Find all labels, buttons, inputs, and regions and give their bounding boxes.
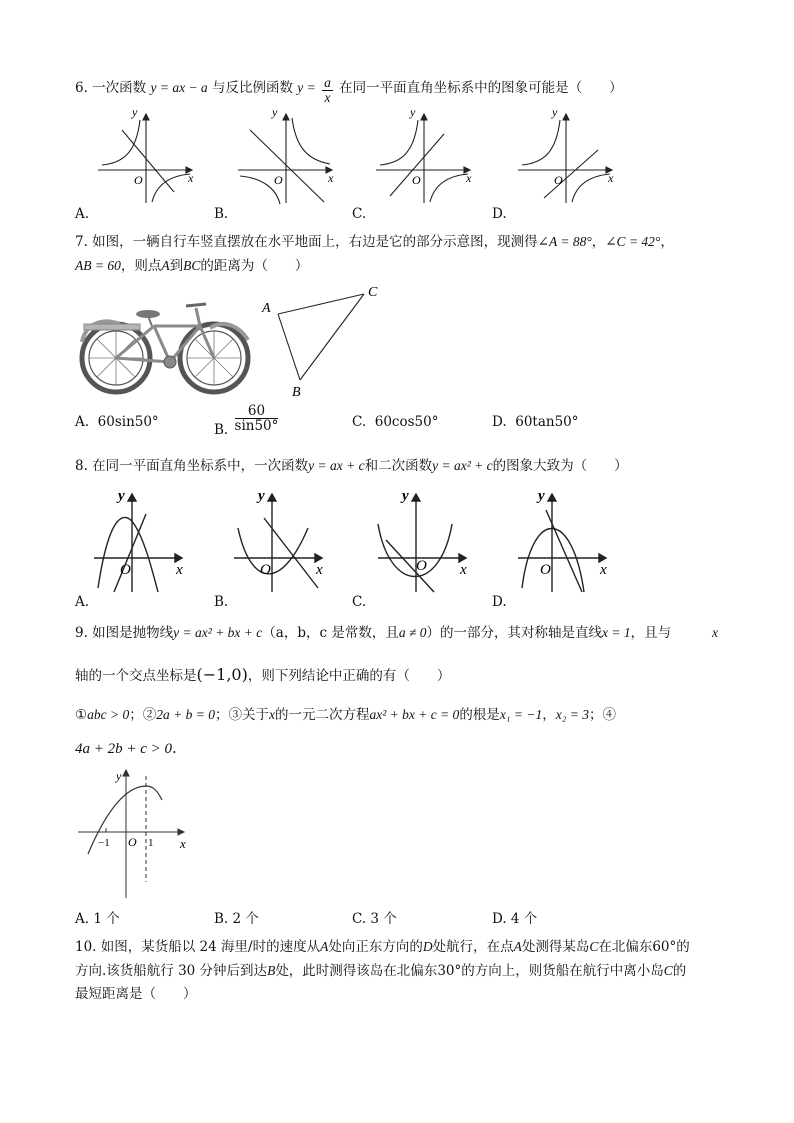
q8-option-b[interactable]: B. [214, 594, 229, 610]
q7-angle-a: ∠A = 88° [537, 234, 592, 249]
hyperbola-branch [572, 174, 610, 202]
svg-text:y: y [118, 488, 125, 504]
x-label: x [180, 836, 186, 851]
q6-option-a[interactable]: A. [75, 206, 90, 222]
tick-neg1: −1 [98, 837, 110, 849]
parabola [238, 528, 308, 574]
q7-option-b[interactable]: B. $\frac{60}{\sin 50^\circ}$ [214, 403, 279, 439]
q9-statement-2: 2a + b = 0 [156, 707, 215, 722]
parabola [378, 524, 452, 577]
q6-text: 与反比例函数 [211, 80, 293, 97]
q10-angle-30: 30° [437, 963, 462, 979]
origin-label: O [128, 835, 137, 849]
line-graph [544, 150, 598, 198]
vertex-c-label: C [368, 285, 378, 300]
q9-option-c[interactable]: C. 3 个 [352, 911, 397, 927]
svg-text:y: y [410, 108, 416, 119]
q8-graph-b [228, 488, 332, 594]
svg-text:O: O [416, 558, 427, 574]
q10-angle-60: 60° [652, 939, 677, 955]
svg-text:x: x [600, 562, 607, 578]
q8-option-c[interactable]: C. [352, 594, 367, 610]
q6-graph-d [512, 108, 622, 208]
q6-fraction: $\frac{a}{x}$ [324, 75, 331, 106]
q7-option-b-fraction: $\frac{60}{\sin 50^\circ}$ [234, 403, 279, 435]
q7-ab-length: AB = 60 [75, 258, 121, 273]
q9-x-var: x [712, 625, 718, 640]
y-arrow-icon [283, 114, 289, 120]
q7-angle-c: ∠C = 42° [605, 234, 661, 249]
q9-parabola-formula: y = ax² + bx + c [173, 625, 263, 640]
hyperbola-branch [430, 174, 468, 202]
svg-text:y: y [272, 108, 278, 119]
svg-text:x: x [176, 562, 183, 578]
q9-parabola-graph [74, 762, 204, 904]
y-arrow-icon [123, 770, 129, 776]
hyperbola-branch [522, 120, 560, 165]
q6-option-d[interactable]: D. [492, 206, 507, 222]
q9-stem-line1: 9. 如图是抛物线y = ax² + bx + c（a，b，c 是常数，且a ≠ 0）的一部分，其对称轴是直线x = 1，且与 [75, 625, 672, 641]
svg-text:O: O [412, 173, 421, 187]
q6-text: 6. 一次函数 [75, 80, 147, 97]
svg-text:O: O [540, 562, 551, 578]
parabola [522, 528, 584, 592]
q6-graph-a [92, 108, 202, 208]
svg-text:x: x [328, 171, 334, 185]
q9-statements: ①abc > 0；②2a + b = 0；③关于x的一元二次方程ax² + bx + c = 0的根是x₁ = −1，x₂ = 3；④ [75, 707, 617, 723]
q8-option-a[interactable]: A. [75, 594, 90, 610]
q6-option-c[interactable]: C. [352, 206, 367, 222]
hyperbola-branch [380, 120, 418, 165]
svg-text:O: O [274, 173, 283, 187]
parabola [98, 517, 158, 592]
hyperbola-branch [102, 120, 140, 165]
q10-stem-line1: 10. 如图，某货船以 24 海里/时的速度从A处向正东方向的D处航行，在点A处测得某岛C在北偏东60°的 [75, 939, 690, 955]
q9-option-d[interactable]: D. 4 个 [492, 911, 538, 927]
x-arrow-icon [178, 829, 184, 835]
q6-graph-c [370, 108, 480, 208]
q10-stem-line3: 最短距离是（ ） [75, 986, 197, 1002]
svg-text:O: O [260, 562, 271, 578]
q7-stem-line1: 7. 如图，一辆自行车竖直摆放在水平地面上，右边是它的部分示意图，现测得∠A = 88°，∠C = 42°， [75, 234, 674, 250]
q6-option-b[interactable]: B. [214, 206, 229, 222]
q9-stem-line2: 轴的一个交点坐标是(−1,0)，则下列结论中正确的有（ ） [75, 665, 451, 684]
q9-statement-4: 4a + 2b + c > 0. [75, 739, 177, 757]
q9-equation: ax² + bx + c = 0 [369, 707, 460, 722]
svg-text:x: x [466, 171, 472, 185]
q8-graph-c [372, 488, 476, 594]
y-arrow-icon [128, 494, 136, 501]
line-graph [122, 130, 174, 192]
origin-label: O [134, 173, 143, 187]
triangle-abc [258, 280, 388, 400]
q8-quadratic-formula: y = ax² + c [432, 458, 493, 473]
svg-text:x: x [316, 562, 323, 578]
vertex-a-label: A [262, 301, 271, 316]
q9-point: (−1,0) [196, 665, 248, 684]
line-graph [250, 130, 324, 202]
q8-linear-formula: y = ax + c [308, 458, 365, 473]
q6-linear-formula: y = ax − a [150, 80, 208, 96]
tick-1: 1 [148, 837, 154, 849]
q6-stem [75, 74, 623, 106]
y-arrow-icon [563, 114, 569, 120]
svg-text:y: y [552, 108, 558, 119]
bicycle-image [76, 290, 256, 400]
svg-text:O: O [554, 173, 563, 187]
q10-stem-line2: 方向.该货船航行 30 分钟后到达B处，此时测得该岛在北偏东30°的方向上，则货船在航行中离小岛C的 [75, 963, 687, 979]
q8-option-d[interactable]: D. [492, 594, 507, 610]
svg-text:y: y [402, 488, 409, 504]
q9-option-b[interactable]: B. 2 个 [214, 911, 259, 927]
vertex-b-label: B [292, 385, 301, 400]
q8-stem: 8. 在同一平面直角坐标系中，一次函数y = ax + c和二次函数y = ax² + c的图象大致为（ ） [75, 458, 628, 474]
q7-option-a[interactable]: A. 60sin50° [75, 414, 159, 430]
svg-text:x: x [460, 562, 467, 578]
q7-stem-line2: AB = 60，则点A到BC的距离为（ ） [75, 258, 309, 274]
svg-text:x: x [608, 171, 614, 185]
svg-text:y: y [258, 488, 265, 504]
hyperbola-branch [292, 118, 330, 164]
svg-text:O: O [120, 562, 131, 578]
segment-ab [278, 314, 300, 380]
svg-text:y: y [538, 488, 545, 504]
q9-axis-equation: x = 1 [602, 625, 631, 640]
y-arrow-icon [421, 114, 427, 120]
q6-graph-b [232, 108, 342, 208]
q8-graph-a [88, 488, 192, 594]
x-label: x [188, 171, 194, 185]
q7-option-d[interactable]: D. 60tan50° [492, 414, 579, 430]
y-arrow-icon [143, 114, 149, 120]
q6-text: 在同一平面直角坐标系中的图象可能是（ ） [339, 80, 623, 97]
line-graph [114, 514, 146, 592]
y-label: y [132, 108, 138, 119]
q8-graph-d [512, 488, 616, 594]
q9-option-a[interactable]: A. 1 个 [75, 911, 120, 927]
y-label: y [116, 769, 122, 783]
q7-option-c[interactable]: C. 60cos50° [352, 414, 439, 430]
q6-inverse-formula: y = [297, 80, 316, 96]
x-arrow-icon [175, 554, 182, 562]
q9-statement-1: abc > 0 [87, 707, 130, 722]
